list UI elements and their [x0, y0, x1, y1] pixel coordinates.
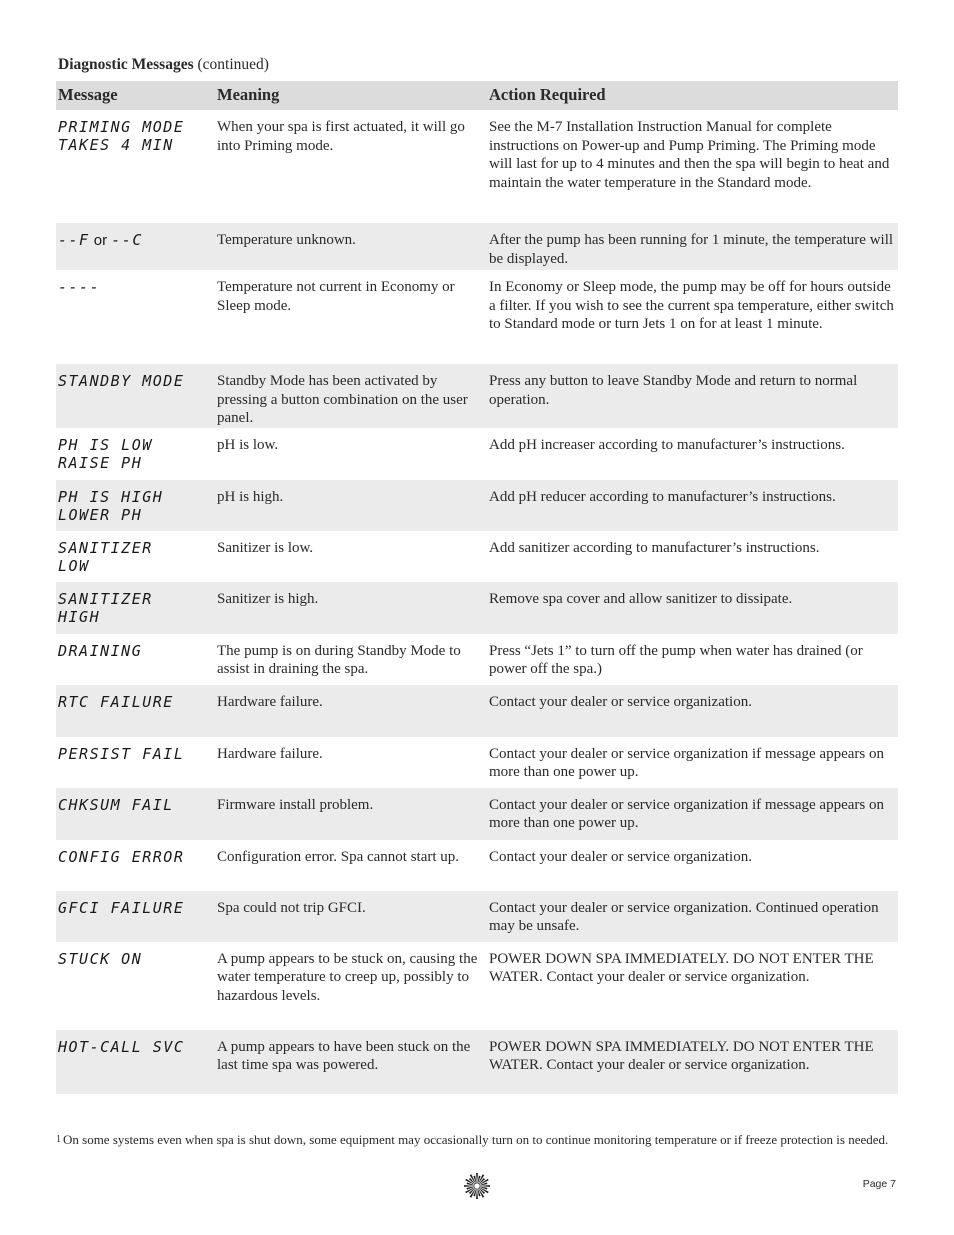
table-row	[56, 840, 898, 891]
action-cell: POWER DOWN SPA IMMEDIATELY. DO NOT ENTER THE WATER. Contact your dealer or service organization.	[489, 950, 874, 986]
action-cell: Contact your dealer or service organization if message appears on more than one power up.	[487, 788, 898, 840]
display-message: PH IS HIGH LOWER PH	[56, 480, 215, 531]
table-row	[56, 685, 898, 737]
display-message: PRIMING MODE TAKES 4 MIN	[58, 118, 185, 154]
display-message: STUCK ON	[58, 949, 143, 968]
meaning-cell: Spa could not trip GFCI.	[215, 891, 487, 942]
table-row	[56, 788, 898, 840]
display-message: SANITIZER LOW	[58, 538, 153, 575]
action-cell: Add pH reducer according to manufacturer’s instructions.	[487, 480, 898, 531]
display-message-fahrenheit: --F	[58, 231, 90, 249]
table-row	[56, 270, 898, 364]
meaning-cell: Sanitizer is low.	[217, 539, 314, 556]
footnote-marker: 1	[56, 1134, 61, 1145]
action-cell: Add pH increaser according to manufacturer’s instructions.	[489, 436, 845, 453]
table-row	[56, 364, 898, 428]
meaning-cell: Hardware failure.	[217, 745, 323, 762]
section-title-continued: (continued)	[197, 56, 269, 73]
header-action: Action Required	[487, 81, 898, 110]
meaning-cell: Hardware failure.	[215, 685, 487, 737]
section-title	[58, 56, 269, 74]
display-message: ----	[58, 278, 101, 296]
table-header-row	[56, 81, 898, 110]
page-number: Page 7	[862, 1178, 896, 1190]
display-message: GFCI FAILURE	[56, 891, 215, 942]
diagnostic-messages-table	[56, 81, 898, 1094]
action-cell: Contact your dealer or service organization. Continued operation may be unsafe.	[487, 891, 898, 942]
meaning-cell: The pump is on during Standby Mode to assist in draining the spa.	[217, 642, 461, 678]
footnote-text: On some systems even when spa is shut down, some equipment may occasionally turn on to continue monitoring temperature or if freeze protection is needed.	[63, 1132, 889, 1147]
display-message: HOT-CALL SVC	[56, 1030, 215, 1094]
display-message: STANDBY MODE	[56, 364, 215, 428]
meaning-cell: A pump appears to be stuck on, causing the water temperature to creep up, possibly to hazardous levels.	[217, 950, 478, 1004]
table-row	[56, 634, 898, 685]
table-row	[56, 428, 898, 480]
footnote	[56, 1132, 896, 1149]
table-row	[56, 942, 898, 1030]
action-cell: In Economy or Sleep mode, the pump may be off for hours outside a filter. If you wish to see the current spa temperature, either switch to Standard mode or turn Jets 1 on for at least 1 minute.	[489, 279, 894, 333]
meaning-cell: Temperature not current in Economy or Sleep mode.	[217, 279, 455, 314]
table-row	[56, 110, 898, 223]
meaning-cell: pH is low.	[217, 436, 279, 453]
table-row	[56, 737, 898, 788]
sunburst-logo-icon	[463, 1172, 491, 1200]
table-row	[56, 582, 898, 634]
meaning-cell: Temperature unknown.	[215, 223, 487, 270]
action-cell: Contact your dealer or service organization.	[487, 685, 898, 737]
table-row	[56, 1030, 898, 1094]
header-message: Message	[56, 81, 215, 110]
display-message	[56, 223, 215, 270]
section-title-main: Diagnostic Messages	[58, 56, 194, 73]
table-row	[56, 891, 898, 942]
meaning-cell: When your spa is first actuated, it will go into Priming mode.	[217, 119, 465, 154]
display-message: SANITIZER HIGH	[56, 582, 215, 634]
meaning-cell: Configuration error. Spa cannot start up.	[217, 848, 460, 865]
meaning-cell: Sanitizer is high.	[215, 582, 487, 634]
display-message: PERSIST FAIL	[58, 744, 185, 763]
display-message: CHKSUM FAIL	[56, 788, 215, 840]
table-row	[56, 480, 898, 531]
meaning-cell: pH is high.	[215, 480, 487, 531]
action-cell: Remove spa cover and allow sanitizer to dissipate.	[487, 582, 898, 634]
action-cell: See the M-7 Installation Instruction Manual for complete instructions on Power-up and Pump Priming. The Priming mode will last for up to 4 minutes and then the spa will begin to heat and maintain the water temperature in the Standard mode.	[489, 119, 890, 191]
action-cell: POWER DOWN SPA IMMEDIATELY. DO NOT ENTER THE WATER. Contact your dealer or service organization.	[487, 1030, 898, 1094]
display-message-or: or	[89, 232, 112, 249]
display-message: PH IS LOW RAISE PH	[58, 435, 153, 472]
table-row	[56, 531, 898, 582]
display-message: RTC FAILURE	[56, 685, 215, 737]
action-cell: Contact your dealer or service organization if message appears on more than one power up.	[489, 745, 884, 781]
action-cell: Press “Jets 1” to turn off the pump when water has drained (or power off the spa.)	[489, 642, 863, 678]
header-meaning: Meaning	[215, 81, 487, 110]
display-message-celsius: --C	[111, 231, 143, 249]
display-message: DRAINING	[58, 641, 143, 660]
meaning-cell: A pump appears to have been stuck on the last time spa was powered.	[215, 1030, 487, 1094]
meaning-cell: Firmware install problem.	[215, 788, 487, 840]
meaning-cell: Standby Mode has been activated by pressing a button combination on the user panel.	[215, 364, 487, 428]
display-message: CONFIG ERROR	[58, 847, 185, 866]
action-cell: Press any button to leave Standby Mode and return to normal operation.	[487, 364, 898, 428]
table-row	[56, 223, 898, 270]
action-cell: After the pump has been running for 1 minute, the temperature will be displayed.	[487, 223, 898, 270]
action-cell: Contact your dealer or service organization.	[489, 848, 752, 865]
action-cell: Add sanitizer according to manufacturer’s instructions.	[489, 539, 820, 556]
